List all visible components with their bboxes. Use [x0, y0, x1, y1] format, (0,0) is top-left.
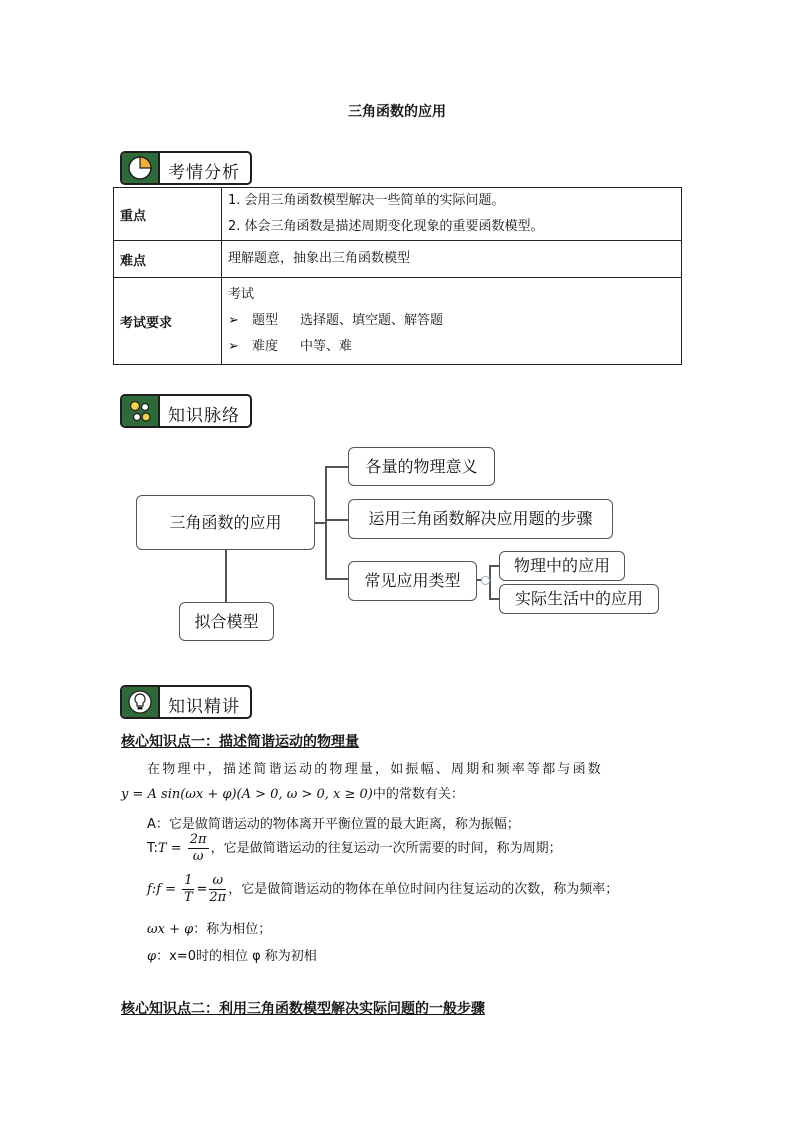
- mindmap-branch: 运用三角函数解决应用题的步骤: [348, 499, 613, 539]
- table-row: [114, 278, 682, 365]
- key-point-1: 1. 会用三角函数模型解决一些简单的实际问题。: [228, 193, 505, 208]
- row-content: [222, 188, 682, 241]
- row-content: [222, 241, 682, 278]
- difficult-point: 理解题意，抽象出三角函数模型: [228, 251, 411, 266]
- exam-intro: 考试: [228, 287, 255, 302]
- phase-def: ωx + φ：称为相位；: [147, 922, 272, 937]
- mindmap-type: 实际生活中的应用: [499, 584, 659, 614]
- molecule-icon: [122, 396, 160, 426]
- exam-item-value: 中等、难: [300, 339, 353, 354]
- amplitude-def: A：它是做简谐运动的物体离开平衡位置的最大距离，称为振幅；: [147, 817, 520, 832]
- page-title: 三角函数的应用: [348, 104, 446, 120]
- mindmap-branch: 各量的物理意义: [348, 447, 495, 486]
- row-content: [222, 278, 682, 365]
- bullet-arrow-icon: ➢: [228, 339, 239, 354]
- exam-item-name: 难度: [252, 339, 279, 354]
- section-badge-exam: [120, 151, 252, 185]
- row-label-difficult: 难点: [114, 241, 222, 278]
- section-badge-detail: [120, 685, 252, 719]
- table-row: [114, 188, 682, 241]
- knowledge-heading-2: 核心知识点二：利用三角函数模型解决实际问题的一般步骤: [121, 1001, 485, 1017]
- exam-item: [228, 308, 675, 334]
- exam-item: [228, 334, 675, 360]
- mindmap-branch: 常见应用类型: [348, 561, 477, 601]
- frequency-def: f:f = $\frac{1}{T}$ = $\frac{\omega}{2\pi}$ ，它是做简谐运动的物体在单位时间内往复运动的次数，称为频率；: [147, 873, 619, 905]
- sine-formula: y = A sin(ωx + φ)(A > 0, ω > 0, x ≥ 0): [121, 787, 373, 802]
- knowledge-paragraph: 在物理中，描述简谐运动的物理量，如振幅、周期和频率等都与函数: [147, 762, 604, 777]
- mindmap-type: 物理中的应用: [499, 551, 625, 581]
- section-title: 知识精讲: [168, 697, 240, 717]
- section-badge-outline: [120, 394, 252, 428]
- mindmap-root: 三角函数的应用: [136, 495, 315, 550]
- row-label-exam: 考试要求: [114, 278, 222, 365]
- section-title: 知识脉络: [168, 406, 240, 426]
- initial-phase-def: φ：x=0时的相位 φ 称为初相: [147, 949, 317, 964]
- bullet-arrow-icon: ➢: [228, 313, 239, 328]
- fraction: $\frac{1}{T}$: [183, 873, 193, 905]
- requirements-table: [113, 187, 682, 365]
- fraction: $\frac{2\pi}{\omega}$: [189, 832, 207, 864]
- knowledge-heading-1: 核心知识点一：描述简谐运动的物理量: [121, 734, 359, 750]
- fraction: $\frac{\omega}{2\pi}$: [209, 873, 227, 905]
- knowledge-paragraph-cont: y = A sin(ωx + φ)(A > 0, ω > 0, x ≥ 0)中的常数有关：: [121, 787, 464, 802]
- exam-item-value: 选择题、填空题、解答题: [300, 313, 444, 328]
- exam-item-name: 题型: [252, 313, 279, 328]
- period-def: T:T = $\frac{2\pi}{\omega}$ ，它是做简谐运动的往复运动一次所需要的时间，称为周期；: [147, 832, 562, 864]
- mindmap-fit-model: 拟合模型: [179, 602, 274, 641]
- key-point-2: 2. 体会三角函数是描述周期变化现象的重要函数模型。: [228, 219, 544, 234]
- row-label-key: 重点: [114, 188, 222, 241]
- section-title: 考情分析: [168, 163, 240, 183]
- lightbulb-icon: [122, 687, 160, 717]
- table-row: [114, 241, 682, 278]
- pie-chart-icon: [122, 153, 160, 183]
